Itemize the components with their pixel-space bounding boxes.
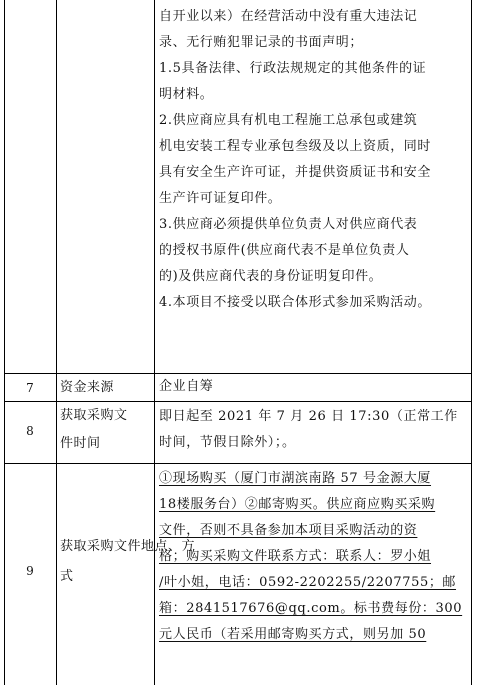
requirements-line: 具有安全生产许可证，并提供资质证书和安全 <box>159 165 432 180</box>
row-number: 7 <box>26 381 34 395</box>
row-number: 9 <box>26 564 34 578</box>
requirements-cell <box>159 4 469 316</box>
requirements-line: 录、无行贿犯罪记录的书面声明； <box>159 35 364 50</box>
column-divider-num <box>56 0 57 685</box>
row-content-line: ①现场购买（厦门市湖滨南路 57 号金源大厦 <box>159 471 432 486</box>
row-label-line: 式 <box>60 569 74 584</box>
row-label <box>60 532 196 592</box>
row-label <box>60 402 152 458</box>
requirements-line: 自开业以来）在经营活动中没有重大违法记 <box>159 9 418 24</box>
row-label-line: 资金来源 <box>60 380 115 395</box>
requirements-line: 3.供应商必须提供单位负责人对供应商代表 <box>159 217 418 232</box>
column-divider-label <box>154 0 155 685</box>
row-content-line: /叶小姐，电话：0592-2202255/2207755；邮 <box>159 575 457 590</box>
row-label-line: 件时间 <box>60 436 101 451</box>
row-content-line: 企业自筹 <box>159 379 214 394</box>
row-content-line: 即日起至 2021 年 7 月 26 日 17:30（正常工作 <box>159 409 458 424</box>
row-content <box>159 466 469 648</box>
table-border-left <box>4 0 5 685</box>
row-label-line: 获取采购文 <box>60 408 128 423</box>
row-label <box>60 373 152 403</box>
row-content <box>159 404 469 456</box>
row-content-line: 18楼服务台）②邮寄购买。供应商应购买采购 <box>159 497 436 512</box>
row-label-line: 获取采购文件地点、方 <box>60 539 196 554</box>
row-divider-9 <box>4 463 472 464</box>
row-content-line: 格；购买采购文件联系方式：联系人：罗小姐 <box>159 549 432 564</box>
row-content <box>159 374 469 400</box>
requirements-line: 的授权书原件(供应商代表不是单位负责人 <box>159 243 410 258</box>
row-content-line: 箱：2841517676@qq.com。标书费每份：300 <box>159 601 463 616</box>
requirements-line: 1.5具备法律、行政法规规定的其他条件的证 <box>159 61 427 76</box>
procurement-table <box>4 0 472 685</box>
requirements-line: 明材料。 <box>159 87 214 102</box>
requirements-line: 生产许可证复印件。 <box>159 191 282 206</box>
requirements-line: 4.本项目不接受以联合体形式参加采购活动。 <box>159 295 432 310</box>
row-content-line: 时间，节假日除外）；。 <box>159 435 296 450</box>
row-content-line: 元人民币（若采用邮寄购买方式，则另加 50 <box>159 627 427 642</box>
row-content-line: 文件，否则不具备参加本项目采购活动的资 <box>159 523 418 538</box>
table-border-right <box>471 0 472 685</box>
row-number: 8 <box>26 424 34 438</box>
requirements-line: 的)及供应商代表的身份证明复印件。 <box>159 269 383 284</box>
requirements-line: 2.供应商应具有机电工程施工总承包或建筑 <box>159 113 418 128</box>
requirements-line: 机电安装工程专业承包叁级及以上资质，同时 <box>159 139 432 154</box>
